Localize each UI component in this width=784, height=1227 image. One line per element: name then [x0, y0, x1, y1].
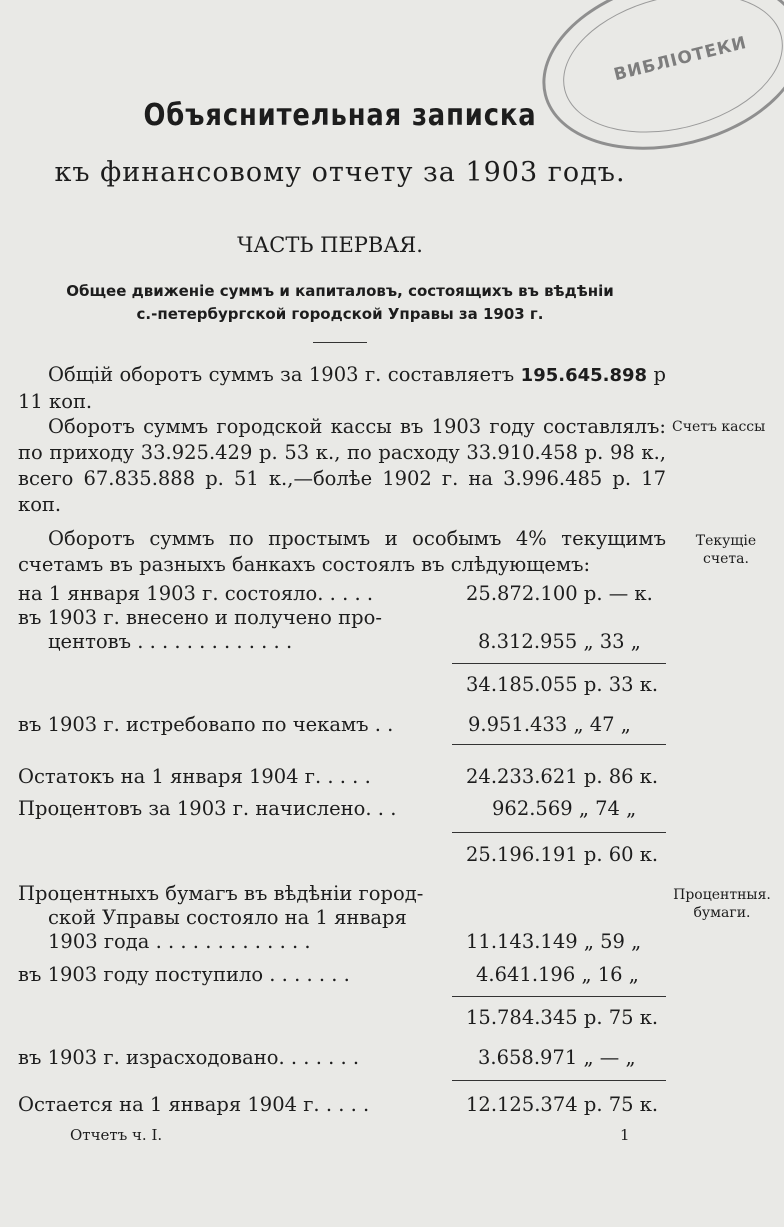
city-cash-text: Оборотъ суммъ городской кассы въ 1903 году составлялъ: по приходу 33.925.429 р. 53 к., по расходу 33.910.458 р. 98 к., всего 67.835.888 р. 51 к.,—болѣе 1902 г. на 3.996.485 р. 17 коп. [18, 415, 666, 516]
ledger-row-label: Остатокъ на 1 января 1904 г. . . . . [18, 765, 371, 788]
total-turnover-text: Общiй оборотъ суммъ за 1903 г. составляетъ [48, 363, 515, 386]
page-subtitle: къ финансовому отчету за 1903 годъ. [54, 157, 626, 188]
library-stamp [524, 0, 784, 176]
margin-note-line: счета. [703, 551, 749, 567]
ledger-row-label: Процентныхъ бумагъ въ вѣдѣнiи город- [18, 882, 424, 905]
ledger-row-amount: 34.185.055 р. 33 к. [466, 673, 659, 696]
margin-note-tekushchie [684, 532, 768, 568]
ledger-row-amount: 4.641.196 „ 16 „ [476, 963, 639, 986]
margin-note-kassa: Счетъ кассы [672, 419, 766, 435]
ledger-row-label: на 1 января 1903 г. состояло. . . . . [18, 582, 374, 605]
part-heading: ЧАСТЬ ПЕРВАЯ. [237, 233, 423, 257]
sum-rule [452, 1080, 666, 1081]
ledger-row-amount: 8.312.955 „ 33 „ [478, 630, 641, 653]
footer-page-number: 1 [620, 1126, 630, 1144]
ledger-row-label: 1903 года . . . . . . . . . . . . . [48, 930, 311, 953]
ledger-row-label: въ 1903 г. истребовапо по чекамъ . . [18, 713, 394, 736]
current-accounts-text: Оборотъ суммъ по простымъ и особымъ 4% текущимъ счетамъ въ разныхъ банкахъ состоялъ въ слѣдующемъ: [18, 527, 666, 576]
stamp-text: ВИБЛІОТЕКИ [611, 32, 750, 86]
heading-divider [313, 342, 367, 343]
total-turnover-amount: 195.645.898 [520, 365, 648, 386]
section-heading [20, 280, 660, 326]
ledger-row-label: въ 1903 году поступило . . . . . . . [18, 963, 350, 986]
ledger-row-label: въ 1903 г. израсходовано. . . . . . . [18, 1046, 360, 1069]
footer-report-ref: Отчетъ ч. I. [70, 1126, 163, 1144]
section-heading-line1: Общее движенiе суммъ и капиталовъ, состоящихъ въ вѣдѣнiи [66, 282, 614, 300]
margin-note-line: Текущiе [695, 533, 757, 549]
paragraph-total-turnover [18, 362, 666, 415]
sum-rule [452, 663, 666, 664]
sum-rule [452, 744, 666, 745]
ledger-row-amount: 15.784.345 р. 75 к. [466, 1006, 659, 1029]
margin-note-line: бумаги. [693, 905, 751, 921]
ledger-row-amount: 962.569 „ 74 „ [492, 797, 637, 820]
ledger-row-label: центовъ . . . . . . . . . . . . . [48, 630, 293, 653]
ledger-row-label: въ 1903 г. внесено и получено про- [18, 606, 382, 629]
ledger-row-amount: 3.658.971 „ — „ [478, 1046, 636, 1069]
ledger-row-amount: 12.125.374 р. 75 к. [466, 1093, 659, 1116]
total-turnover-rest: р 11 коп. [18, 363, 667, 413]
ledger-row-amount: 25.872.100 р. — к. [466, 582, 653, 605]
ledger-row-label: ской Управы состояло на 1 января [48, 906, 407, 929]
ledger-row-amount: 24.233.621 р. 86 к. [466, 765, 659, 788]
ledger-row-amount: 11.143.149 „ 59 „ [466, 930, 642, 953]
sum-rule [452, 996, 666, 997]
margin-note-line: Процентныя. [673, 887, 771, 903]
sum-rule [452, 832, 666, 833]
margin-note-bumagi [666, 886, 778, 922]
ledger-row-amount: 9.951.433 „ 47 „ [468, 713, 631, 736]
section-heading-line2: с.-петербургской городской Управы за 1903 г. [136, 305, 544, 323]
paragraph-current-accounts [18, 526, 666, 578]
ledger-row-label: Процентовъ за 1903 г. начислено. . . [18, 797, 397, 820]
paragraph-city-cash [18, 414, 666, 518]
page-title: Объяснительная записка [143, 98, 537, 133]
ledger-row-label: Остается на 1 января 1904 г. . . . . [18, 1093, 370, 1116]
ledger-row-amount: 25.196.191 р. 60 к. [466, 843, 659, 866]
